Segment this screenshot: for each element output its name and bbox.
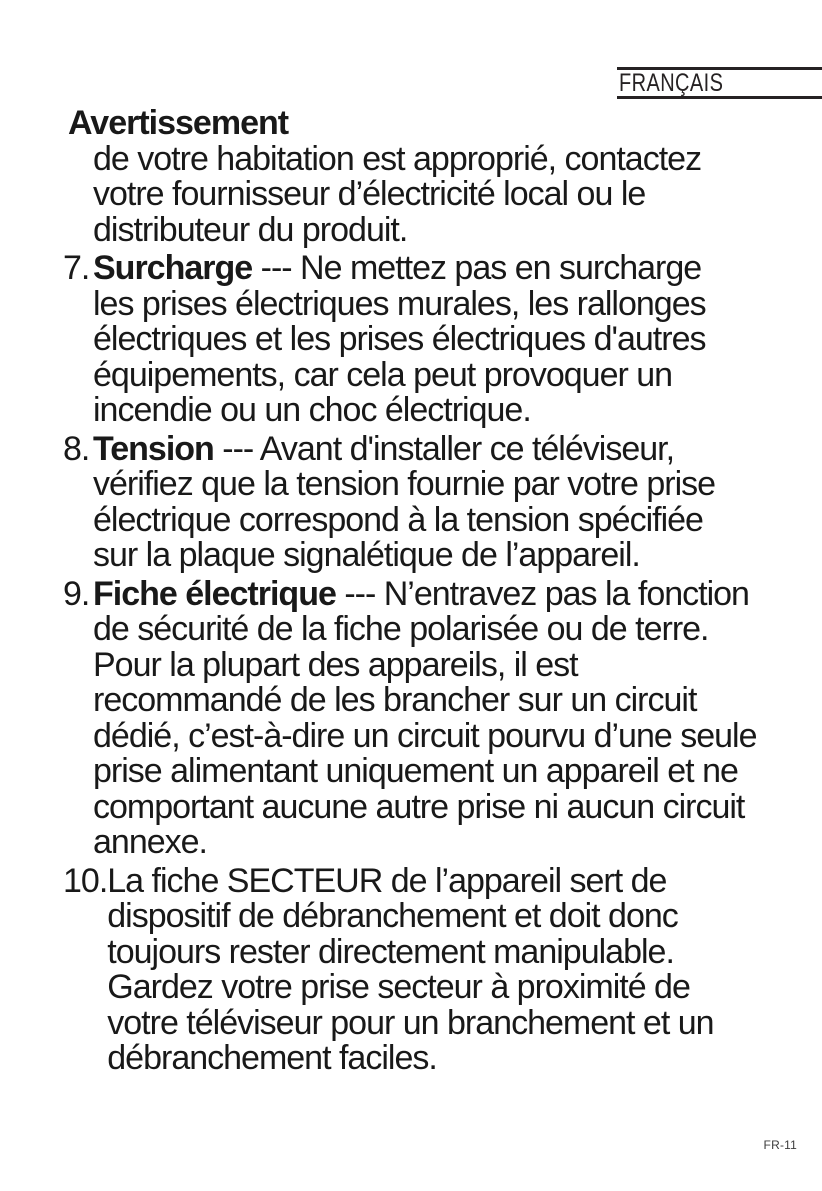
text-line: équipements, car cela peut provoquer un [93, 355, 673, 394]
item-body [93, 574, 757, 861]
text-line: prise alimentant uniquement un appareil et ne [93, 752, 738, 790]
text-line: incendie ou un choc électrique. [93, 391, 531, 429]
text-line: annexe. [93, 823, 207, 861]
list-item-7 [63, 251, 813, 429]
text-line: sur la plaque signalétique de l’appareil. [93, 536, 640, 574]
text-line: La fiche SECTEUR de l’appareil sert de [107, 861, 667, 900]
item-number: 7. [63, 249, 90, 287]
list-item-8 [63, 429, 813, 574]
text-line [93, 574, 757, 613]
language-label: FRANÇAIS [619, 69, 724, 97]
language-tab [617, 67, 822, 99]
text-line: dédié, c’est-à-dire un circuit pourvu d’une seule [93, 716, 757, 755]
item-body [93, 251, 706, 429]
text-line: dispositif de débranchement et doit donc [107, 897, 678, 935]
item-number: 9. [63, 574, 90, 613]
intro-paragraph [93, 139, 813, 249]
list-item-9 [63, 574, 813, 861]
text-line: électrique correspond à la tension spécifiée [93, 500, 703, 539]
text-line: Pour la plupart des appareils, il est [93, 645, 578, 684]
text-line: votre téléviseur pour un branchement et un [107, 1003, 714, 1042]
text-line: recommandé de les brancher sur un circuit [93, 681, 697, 719]
list-item-10 [63, 861, 813, 1077]
item-number: 8. [63, 429, 90, 468]
text-line: toujours rester directement manipulable. [107, 932, 674, 971]
text-line: de votre habitation est approprié, contactez [93, 139, 702, 178]
item-term: Tension [93, 429, 214, 468]
section-title: Avertissement [68, 104, 289, 142]
text-line: Gardez votre prise secteur à proximité de [107, 968, 690, 1006]
text-line: de sécurité de la fiche polarisée ou de terre. [93, 610, 709, 648]
text-line-rest: --- Ne mettez pas en surcharge [252, 249, 702, 287]
text-line: les prises électriques murales, les rallonges [93, 284, 706, 323]
warning-section [63, 106, 813, 1077]
item-term: Surcharge [93, 249, 253, 287]
text-line: vérifiez que la tension fournie par votre prise [93, 465, 716, 503]
text-line: distributeur du produit. [93, 210, 408, 249]
page-number: FR-11 [763, 1138, 797, 1152]
text-line: électriques et les prises électriques d'autres [93, 320, 706, 358]
item-term: Fiche électrique [93, 574, 336, 613]
text-line: votre fournisseur d’électricité local ou le [93, 175, 646, 213]
item-body [107, 861, 714, 1077]
text-line [93, 251, 706, 287]
item-body [93, 429, 716, 574]
text-line-rest: --- N’entravez pas la fonction [335, 574, 749, 613]
text-line: débranchement faciles. [107, 1039, 437, 1077]
text-line [93, 429, 715, 468]
text-line-rest: --- Avant d'installer ce téléviseur, [213, 429, 675, 468]
text-line: comportant aucune autre prise ni aucun circuit [93, 787, 745, 826]
item-number: 10. [63, 861, 108, 900]
